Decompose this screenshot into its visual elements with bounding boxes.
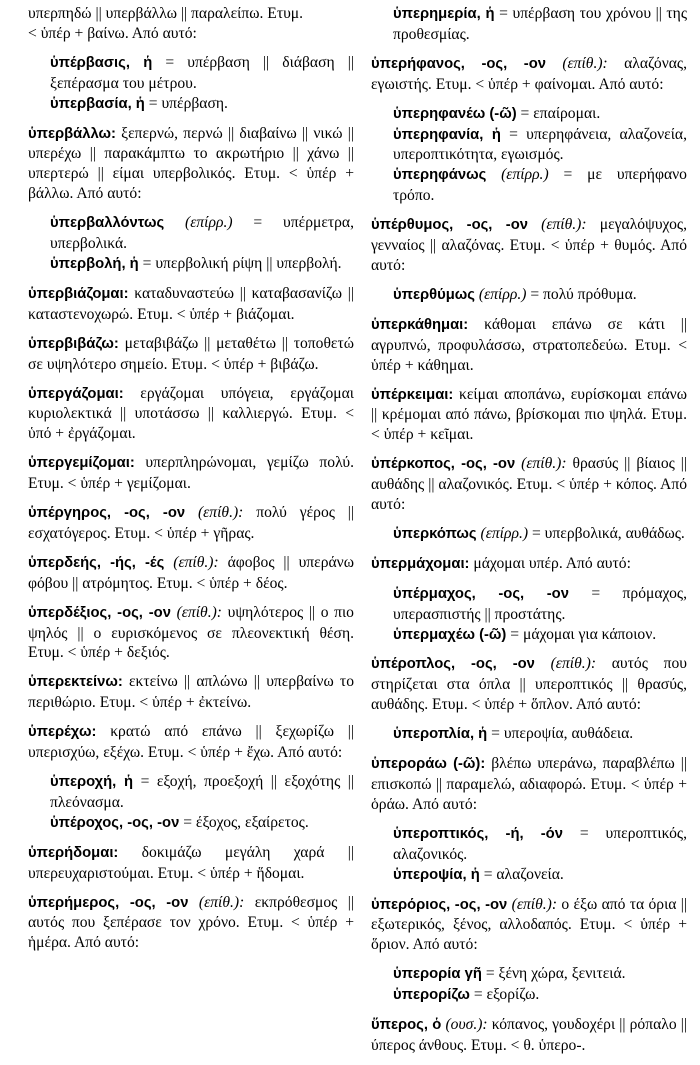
left-column <box>28 4 354 962</box>
definition: = εξοχή, προεξοχή || εξοχότης || πλεόνασμα. <box>50 773 354 811</box>
subentry <box>371 824 687 865</box>
headword: ὑπέρκοπος, -ος, -ον <box>371 456 516 473</box>
headword: ὑπερμάχομαι: <box>371 555 470 572</box>
grammar-label: (επίθ.): <box>197 504 244 522</box>
dictionary-entry <box>371 754 687 815</box>
headword: ὑπεροράω (-ῶ): <box>371 756 486 773</box>
grammar-label: (επίθ.): <box>198 893 245 911</box>
definition: = υπέρμετρα, υπερβολικά. <box>50 214 354 253</box>
dictionary-entry <box>28 503 354 544</box>
headword: ὑπερβιάζομαι: <box>28 285 129 302</box>
definition: μεταβιβάζω || μεταθέτω || τοποθετώ σε υψηλότερο σημείο. Ετυμ. < ὑπέρ + βιβάζω. <box>28 334 354 373</box>
headword: ὑπεροπλία, ἡ <box>393 726 488 743</box>
headword: ὑπερηφανέω (-ῶ) <box>393 105 517 122</box>
definition: = υπεροπτικός, αλαζονικός. <box>393 824 687 863</box>
right-column <box>371 4 687 1065</box>
headword: ὑπερημερία, ἡ <box>393 6 495 22</box>
subentry <box>371 625 687 646</box>
definition: = αλαζονεία. <box>483 865 564 883</box>
definition: εκτείνω || απλώνω || υπερβαίνω το περιθώριο. Ετυμ. < ὑπέρ + ἐκτείνω. <box>28 673 354 712</box>
headword: ὑπερόριος, -ος, -ον <box>371 896 508 913</box>
headword: ὑπέρμαχος, -ος, -ον <box>393 585 569 602</box>
subentry <box>28 213 354 254</box>
definition: αυτός που στηρίζεται στα όπλα || υπεροπτικός || θρασύς, αυθάδης. Ετυμ. < ὑπέρ + ὅπλον. Από αυτό: <box>371 655 687 714</box>
subentry <box>371 125 687 166</box>
headword: ὑπεροχή, ἡ <box>50 774 134 790</box>
definition: υπερπληρώνομαι, γεμίζω πολύ. Ετυμ. < ὑπέρ + γεμίζομαι. <box>28 454 354 493</box>
headword: ὑπερήδομαι: <box>28 844 119 861</box>
definition: = πρόμαχος, υπερασπιστής || προστάτης. <box>393 584 687 623</box>
headword: ὑπερμαχέω (-ῶ) <box>393 626 507 643</box>
dictionary-entry <box>371 1015 687 1056</box>
definition: = υπέρβαση. <box>148 94 228 112</box>
headword: ὑπερβιβάζω: <box>28 335 119 352</box>
definition: κρατώ από επάνω || ξεχωρίζω || υπερισχύω, εξέχω. Ετυμ. < ὑπέρ + ἔχω. Από αυτό: <box>28 723 354 762</box>
subentry <box>371 104 687 125</box>
dictionary-entry <box>371 895 687 956</box>
subentry <box>28 94 354 115</box>
definition: = υπερβολικά, αυθάδως. <box>531 524 685 542</box>
dictionary-entry <box>371 215 687 276</box>
headword: ὑπερβάλλω: <box>28 125 116 142</box>
definition: υψηλότερος || ο πιο ψηλός || ο ευρισκόμενος σε πλεονεκτική θέση. Ετυμ. < ὑπέρ + δεξιός. <box>28 603 354 662</box>
definition: = έξοχος, εξαίρετος. <box>183 813 309 831</box>
dictionary-entry <box>28 603 354 664</box>
headword: ὑπεργεμίζομαι: <box>28 455 135 472</box>
headword: ὑπέρθυμος, -ος, -ον <box>371 217 528 234</box>
headword: ὑπερθύμως <box>393 286 475 303</box>
definition: δοκιμάζω μεγάλη χαρά || υπερευχαριστούμαι. Ετυμ. < ὑπέρ + ἥδομαι. <box>28 843 354 882</box>
grammar-label: (ουσ.): <box>445 1016 488 1034</box>
definition: = υπερβολική ρίψη || υπερβολή. <box>142 254 342 272</box>
definition: = υπερηφάνεια, αλαζονεία, υπεροπτικότητα, εγωισμός. <box>393 125 687 164</box>
definition: θρασύς || βίαιος || αυθάδης || αλαζονικός. Ετυμ. < ὑπέρ + κόπος. Από αυτό: <box>371 455 687 514</box>
grammar-label: (επίρρ.) <box>478 285 527 303</box>
definition: = εξορίζω. <box>473 986 540 1004</box>
subentry <box>371 165 687 206</box>
headword: ὑπερβαλλόντως <box>50 215 165 232</box>
definition: μάχομαι υπέρ. Από αυτό: <box>473 554 631 572</box>
dictionary-entry <box>371 454 687 515</box>
subentry <box>371 524 687 545</box>
dictionary-entry <box>28 334 354 375</box>
grammar-label: (επίθ.): <box>550 655 597 673</box>
definition: κείμαι αποπάνω, ευρίσκομαι επάνω || κρέμομαι από πάνω, βρίσκομαι πιο ψηλά. Ετυμ. < ὑπέρ + κεῖμαι. <box>371 385 687 444</box>
headword: ὕπερος, ὁ <box>371 1017 442 1034</box>
headword: ὑπερορία γῆ <box>393 966 482 983</box>
headword: ὑπέρκειμαι: <box>371 386 454 403</box>
grammar-label: (επίρρ.) <box>480 524 529 542</box>
headword: ὑπέργηρος, -ος, -ον <box>28 505 186 522</box>
headword: ὑπέροχος, -ος, -ον <box>50 814 180 831</box>
headword: ὑπερηφάνως <box>393 167 487 184</box>
definition: πολύ γέρος || εσχατόγερος. Ετυμ. < ὑπέρ + γῆρας. <box>28 504 355 542</box>
definition: = υπεροψία, αυθάδεια. <box>491 725 634 743</box>
subentry <box>371 4 687 45</box>
headword: ὑπεροψία, ἡ <box>393 866 480 883</box>
grammar-label: (επίθ.): <box>541 216 587 234</box>
headword: ὑπερέχω: <box>28 724 97 741</box>
dictionary-entry <box>28 843 354 884</box>
headword: ὑπερβολή, ἡ <box>50 255 139 272</box>
definition: = μάχομαι για κάποιον. <box>510 625 657 643</box>
entry-text: < ὑπέρ + βαίνω. Από αυτό: <box>28 24 197 42</box>
headword: ὑπέρβασις, ἡ <box>50 54 153 71</box>
grammar-label: (επίρρ.) <box>185 214 233 232</box>
grammar-label: (επίρρ.) <box>501 166 549 184</box>
grammar-label: (επίθ.): <box>176 603 223 621</box>
definition: = υπέρβαση του χρόνου || της προθεσμίας. <box>393 5 688 43</box>
headword: ὑπερκόπως <box>393 525 477 542</box>
dictionary-entry <box>28 284 354 325</box>
definition: άφοβος || υπεράνω φόβου || ατρόμητος. Ετυμ. < ὑπέρ + δέος. <box>28 553 354 592</box>
subentry <box>28 53 354 94</box>
definition: ξεπερνώ, περνώ || διαβαίνω || νικώ || υπερέχω || παρακάμπτω το ακρωτήριο || χάνω || υπερτερώ || είμαι υπερβολικός. Ετυμ. < ὑπέρ + βάλλω. Από αυτό: <box>28 124 354 203</box>
entry-text: υπερπηδώ || υπερβάλλω || παραλείπω. Ετυμ. <box>28 5 304 22</box>
dictionary-entry <box>28 672 354 713</box>
definition: = πολύ πρόθυμα. <box>530 285 637 303</box>
dictionary-entry <box>371 54 687 95</box>
dictionary-entry <box>371 315 687 376</box>
definition: εκπρόθεσμος || αυτός που ξεπέρασε τον χρόνο. Ετυμ. < ὑπέρ + ἡμέρα. Από αυτό: <box>28 893 355 952</box>
dictionary-entry <box>28 124 354 205</box>
headword: ὑπερκάθημαι: <box>371 316 469 333</box>
definition: βλέπω υπεράνω, παραβλέπω || επισκοπώ || παραμελώ, αδιαφορώ. Ετυμ. < ὑπέρ + ὁράω. Από αυτό: <box>371 755 687 813</box>
headword: ὑπερβασία, ἡ <box>50 95 145 112</box>
subentry <box>371 865 687 886</box>
headword: ὑπερήφανος, -ος, -ον <box>371 55 546 72</box>
subentry <box>371 724 687 745</box>
dictionary-entry <box>371 385 687 446</box>
headword: ὑπερεκτείνω: <box>28 674 123 691</box>
definition: = υπέρβαση || διάβαση || ξεπέρασμα του μέτρου. <box>50 53 354 92</box>
dictionary-entry <box>28 384 354 445</box>
subentry <box>28 813 354 834</box>
headword: ὑπερήμερος, -ος, -ον <box>28 894 189 911</box>
headword: ὑπερδέξιος, -ος, -ον <box>28 604 171 621</box>
definition: = επαίρομαι. <box>520 104 601 122</box>
definition: = ξένη χώρα, ξενιτειά. <box>485 965 626 983</box>
subentry <box>28 772 354 813</box>
subentry <box>371 964 687 985</box>
subentry <box>371 285 687 306</box>
dictionary-entry <box>28 893 354 954</box>
headword: ὑπερδεής, -ής, -ές <box>28 554 165 571</box>
headword: ὑπερηφανία, ἡ <box>393 126 501 143</box>
definition: μεγαλόψυχος, γενναίος || αλαζόνας. Ετυμ. < ὑπέρ + θυμός. Από αυτό: <box>371 216 687 274</box>
definition: εργάζομαι υπόγεια, εργάζομαι κυριολεκτικά || υποτάσσω || καλλιεργώ. Ετυμ. < ὑπό + ἐργάζομαι. <box>28 384 354 443</box>
entry-continuation <box>28 4 354 44</box>
headword: ὑπέροπλος, -ος, -ον <box>371 656 535 673</box>
definition: = με υπερήφανο τρόπο. <box>393 166 687 205</box>
definition: αλαζόνας, εγωιστής. Ετυμ. < ὑπέρ + φαίνομαι. Από αυτό: <box>371 54 687 93</box>
grammar-label: (επίθ.): <box>562 54 608 72</box>
dictionary-entry <box>371 654 687 715</box>
headword: ὑπεργάζομαι: <box>28 385 124 402</box>
dictionary-entry <box>28 722 354 763</box>
dictionary-entry <box>28 453 354 494</box>
headword: ὑπερορίζω <box>393 987 470 1004</box>
grammar-label: (επίθ.): <box>511 895 558 913</box>
subentry <box>28 254 354 275</box>
definition: καταδυναστεύω || καταβασανίζω || καταστενοχωρώ. Ετυμ. < ὑπέρ + βιάζομαι. <box>28 284 354 323</box>
dictionary-entry <box>371 554 687 575</box>
grammar-label: (επίθ.): <box>521 455 567 473</box>
definition: κάθομαι επάνω σε κάτι || αγρυπνώ, προφυλάσσω, στρατοπεδεύω. Ετυμ. < ὑπέρ + κάθημαι. <box>371 315 687 374</box>
dictionary-entry <box>28 553 354 594</box>
headword: ὑπεροπτικός, -ή, -όν <box>393 825 563 842</box>
subentry <box>371 985 687 1006</box>
definition: ο έξω από τα όρια || εξωτερικός, ξένος, αλλοδαπός. Ετυμ. < ὑπέρ + ὅριον. Από αυτό: <box>371 895 687 954</box>
definition: κόπανος, γουδοχέρι || ρόπαλο || ύπερος άνθους. Ετυμ. < θ. ὑπερο-. <box>371 1016 687 1054</box>
subentry <box>371 584 687 625</box>
grammar-label: (επίθ.): <box>173 553 219 571</box>
